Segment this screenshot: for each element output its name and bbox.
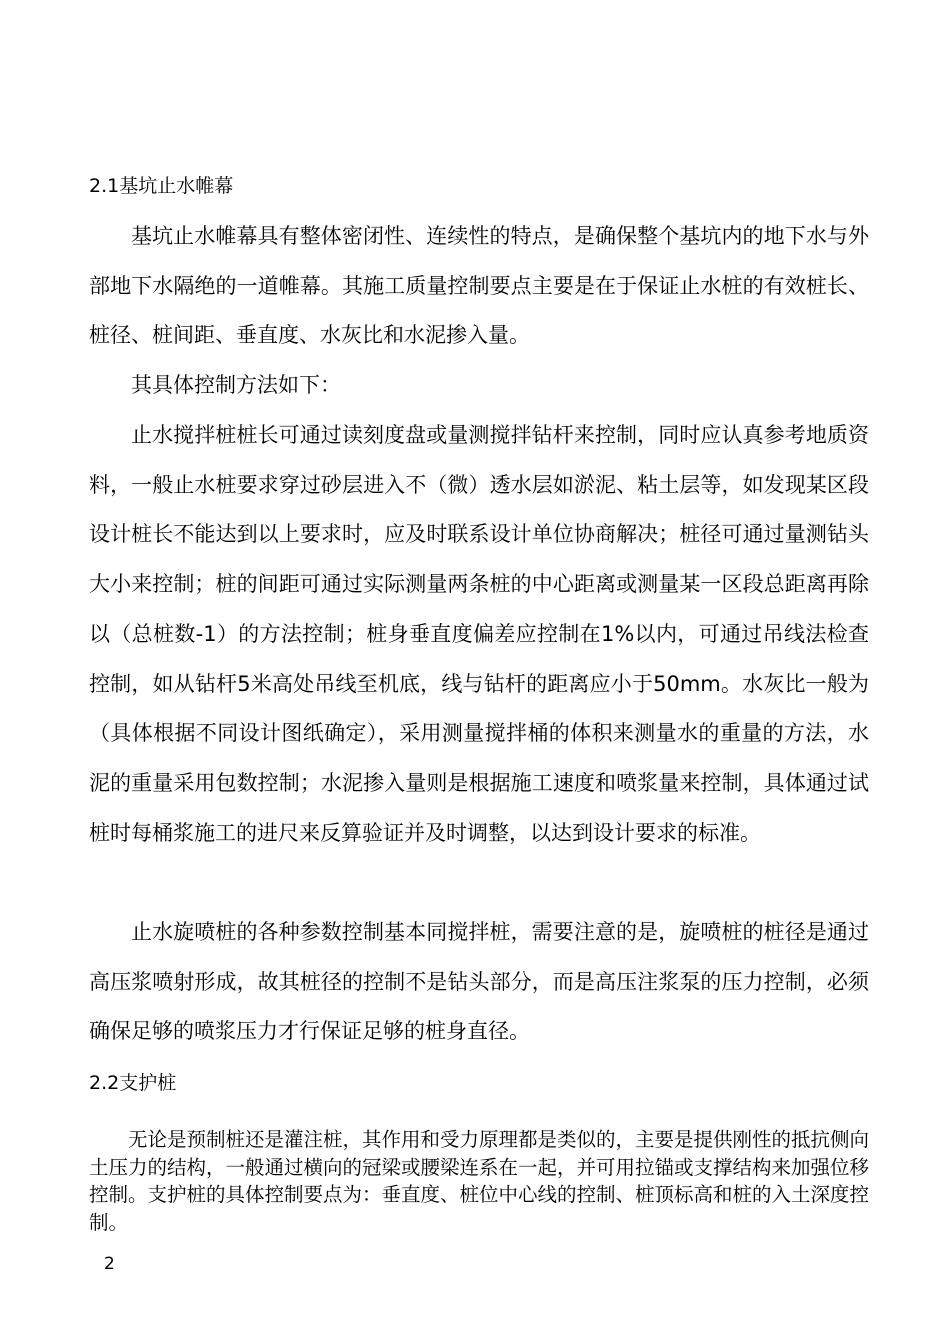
paragraph-curtain-overview: 基坑止水帷幕具有整体密闭性、连续性的特点，是确保整个基坑内的地下水与外部地下水隔绝的一道帷幕。其施工质量控制要点主要是在于保证止水桩的有效桩长、桩径、桩间距、垂直度、水灰比和水泥掺入量。 — [89, 224, 869, 348]
section-heading-2-1: 2.1基坑止水帷幕 — [89, 175, 234, 197]
section-heading-2-2: 2.2支护桩 — [89, 1072, 177, 1094]
paragraph-control-methods-intro: 其具体控制方法如下： — [131, 373, 341, 397]
paragraph-jet-grouting-pile: 止水旋喷桩的各种参数控制基本同搅拌桩，需要注意的是，旋喷桩的桩径是通过高压浆喷射形成，故其桩径的控制不是钻头部分，而是高压注浆泵的压力控制，必须确保足够的喷浆压力才行保证足够的桩身直径。 — [89, 920, 869, 1044]
paragraph-support-pile: 无论是预制桩还是灌注桩，其作用和受力原理都是类似的，主要是提供刚性的抵抗侧向土压力的结构，一般通过横向的冠梁或腰梁连系在一起，并可用拉锚或支撑结构来加强位移控制。支护桩的具体控制要点为：垂直度、桩位中心线的控制、桩顶标高和桩的入土深度控制。 — [89, 1128, 870, 1234]
paragraph-mixing-pile-control: 止水搅拌桩桩长可通过读刻度盘或量测搅拌钻杆来控制，同时应认真参考地质资料，一般止水桩要求穿过砂层进入不（微）透水层如淤泥、粘土层等，如发现某区段设计桩长不能达到以上要求时，应及时联系设计单位协商解决；桩径可通过量测钻头大小来控制；桩的间距可通过实际测量两条桩的中心距离或测量某一区段总距离再除以（总桩数-1）的方法控制；桩身垂直度偏差应控制在1%以内，可通过吊线法检查控制，如从钻杆5米高处吊线至机底，线与钻杆的距离应小于50mm。水灰比一般为（具体根据不同设计图纸确定），采用测量搅拌桶的体积来测量水的重量的方法，水泥的重量采用包数控制；水泥掺入量则是根据施工速度和喷浆量来控制，具体通过试桩时每桶浆施工的进尺来反算验证并及时调整，以达到设计要求的标准。 — [89, 423, 869, 845]
page-number: 2 — [104, 1254, 115, 1274]
